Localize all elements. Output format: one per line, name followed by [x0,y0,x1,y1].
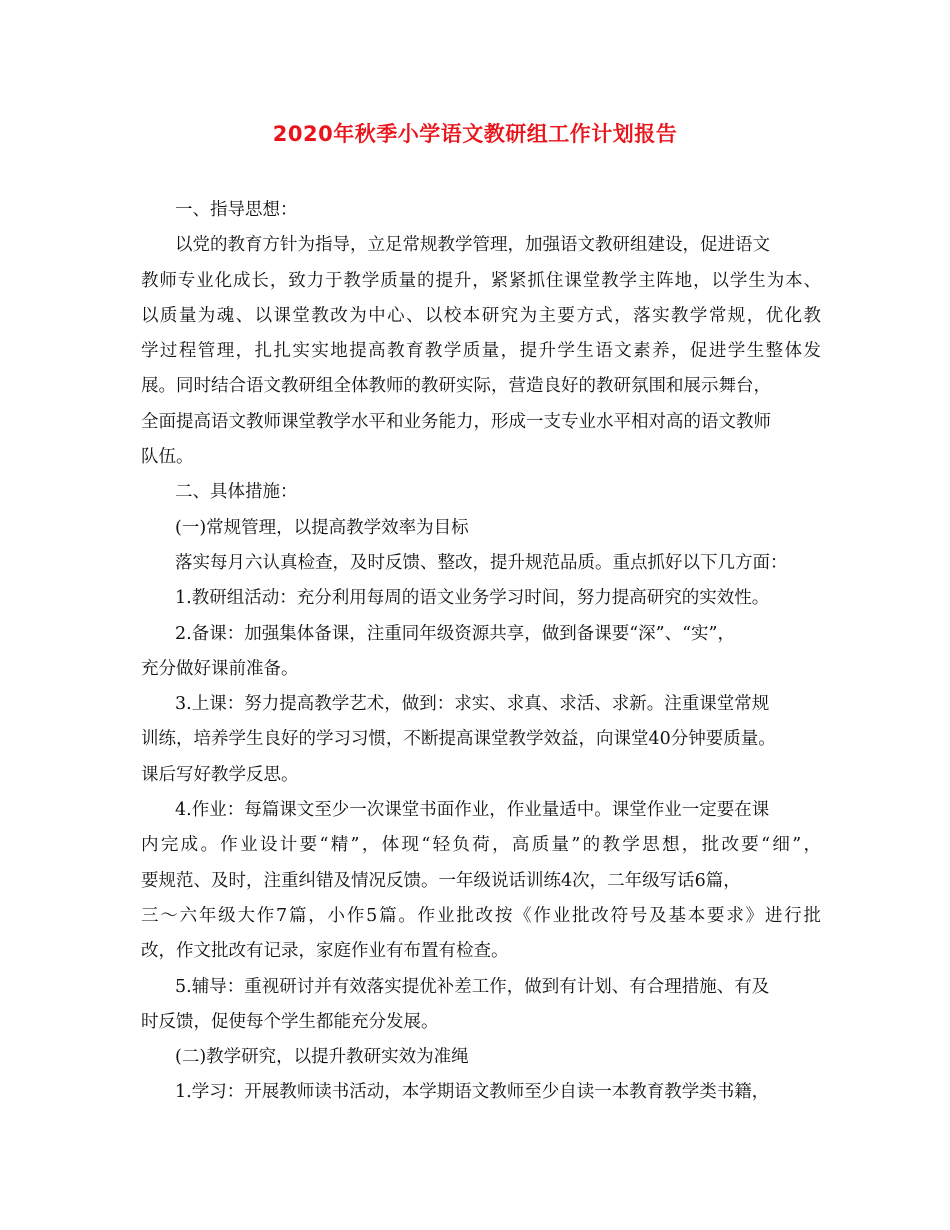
paragraph-line: 落实每月六认真检查，及时反馈、整改，提升规范品质。重点抓好以下几方面： [175,552,788,573]
subsection-heading: (二)教学研究，以提升教研实效为准绳 [175,1047,469,1068]
list-item-line: 5.辅导：重视研讨并有效落实提优补差工作，做到有计划、有合理措施、有及 [175,976,770,997]
paragraph-line: 以质量为魂、以课堂教改为中心、以校本研究为主要方式，落实教学常规，优化教 [141,305,821,326]
document-title: 2020年秋季小学语文教研组工作计划报告 [272,122,678,146]
list-item-line: 三～六年级大作7篇，小作5篇。作业批改按《作业批改符号及基本要求》进行批 [141,905,821,926]
list-item-line: 充分做好课前准备。 [141,658,299,679]
list-item-line: 4.作业：每篇课文至少一次课堂书面作业，作业量适中。课堂作业一定要在课 [175,800,770,821]
list-item-line: 2.备课：加强集体备课，注重同年级资源共享，做到备课要“深”、“实”， [175,623,735,644]
list-item-line: 内完成。作业设计要“精”，体现“轻负荷，高质量”的教学思想，批改要“细”， [141,835,821,856]
section-heading: 一、指导思想： [175,200,298,220]
paragraph-line: 全面提高语文教师课堂教学水平和业务能力，形成一支专业水平相对高的语文教师 [141,411,771,432]
document-body [141,193,821,1111]
list-item-line: 3.上课：努力提高教学艺术，做到：求实、求真、求活、求新。注重课堂常规 [175,694,770,715]
list-item-line: 时反馈，促使每个学生都能充分发展。 [141,1011,439,1032]
paragraph-line: 学过程管理，扎扎实实地提高教育教学质量，提升学生语文素养，促进学生整体发 [141,341,821,362]
list-item-line: 训练，培养学生良好的学习习惯，不断提高课堂教学效益，向课堂40分钟要质量。 [141,729,776,750]
paragraph-line: 以党的教育方针为指导，立足常规教学管理，加强语文教研组建设，促进语文 [175,235,770,256]
paragraph-line: 教师专业化成长，致力于教学质量的提升，紧紧抓住课堂教学主阵地，以学生为本、 [141,270,821,291]
list-item-line: 课后写好教学反思。 [141,764,299,785]
list-item-line: 要规范、及时，注重纠错及情况反馈。一年级说话训练4次，二年级写话6篇， [141,870,741,891]
list-item-line: 改，作文批改有记录，家庭作业有布置有检查。 [141,941,509,962]
list-item-line: 1.教研组活动：充分利用每周的语文业务学习时间，努力提高研究的实效性。 [175,588,770,609]
subsection-heading: (一)常规管理，以提高教学效率为目标 [175,517,469,538]
section-heading: 二、具体措施： [175,482,298,503]
paragraph-line: 展。同时结合语文教研组全体教师的教研实际，营造良好的教研氛围和展示舞台， [141,376,771,397]
list-item-line: 1.学习：开展教师读书活动，本学期语文教师至少自读一本教育教学类书籍， [175,1082,770,1103]
paragraph-line: 队伍。 [141,447,194,468]
